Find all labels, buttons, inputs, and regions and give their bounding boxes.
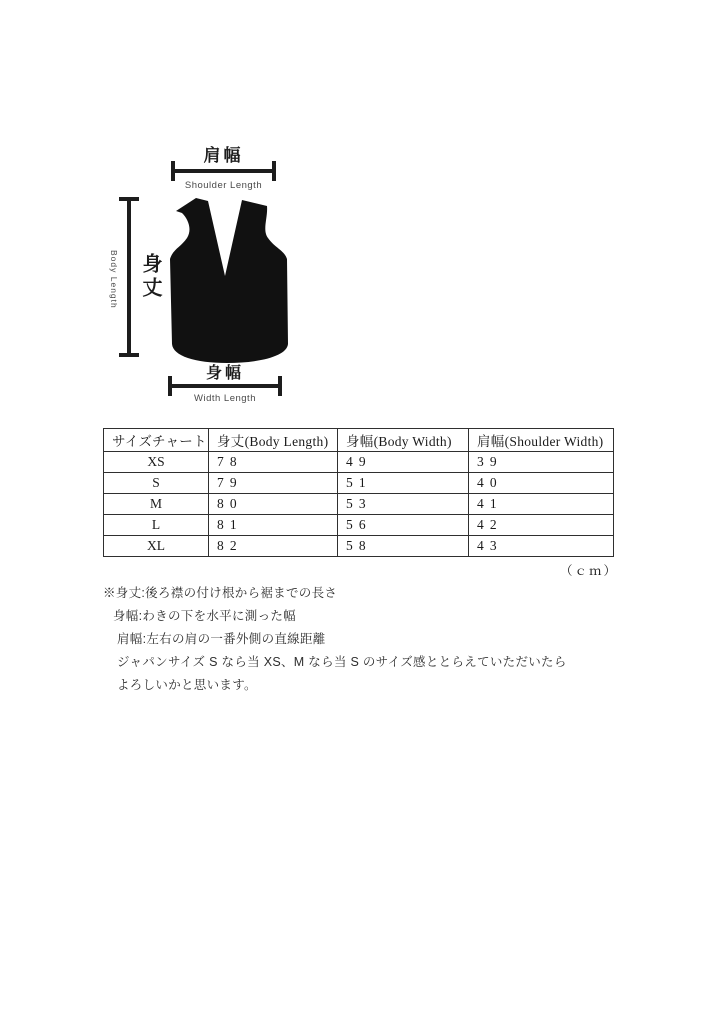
- shoulder-width-cell: 40: [469, 473, 614, 494]
- table-header-row: [104, 429, 614, 452]
- body-width-label-en: Width Length: [194, 393, 256, 404]
- note-shoulder-width: 肩幅:左右の肩の一番外側の直線距離: [117, 632, 326, 646]
- note-japan-size-2: よろしいかと思います。: [117, 678, 257, 692]
- vest-shape: [170, 198, 288, 363]
- body-length-cell: 78: [209, 452, 338, 473]
- note-japan-size-1: ジャパンサイズ S なら当 XS、M なら当 S のサイズ感ととらえていただいたら: [117, 655, 567, 669]
- body-width-cell: 58: [338, 536, 469, 557]
- table-row: [104, 515, 614, 536]
- dimension-cap: [171, 161, 175, 181]
- note-body-length: ※身丈:後ろ襟の付け根から裾までの長さ: [103, 586, 338, 600]
- column-header-shoulder-width: 肩幅(Shoulder Width): [469, 429, 614, 452]
- shoulder-width-label-jp: 肩幅: [203, 146, 244, 165]
- shoulder-width-cell: 43: [469, 536, 614, 557]
- body-width-cell: 51: [338, 473, 469, 494]
- body-length-cell: 82: [209, 536, 338, 557]
- size-cell: XL: [104, 536, 209, 557]
- measurement-notes: [103, 582, 583, 697]
- size-cell: XS: [104, 452, 209, 473]
- note-body-width: 身幅:わきの下を水平に測った幅: [113, 609, 296, 623]
- size-cell: L: [104, 515, 209, 536]
- size-cell: M: [104, 494, 209, 515]
- dimension-cap: [119, 353, 139, 357]
- table-row: [104, 494, 614, 515]
- body-width-label-jp: 身幅: [205, 365, 244, 382]
- dimension-cap: [119, 197, 139, 201]
- shoulder-width-cell: 41: [469, 494, 614, 515]
- size-chart-table: [103, 428, 614, 557]
- table-row: [104, 452, 614, 473]
- body-length-label-en: Body Length: [109, 250, 119, 309]
- body-width-cell: 53: [338, 494, 469, 515]
- shoulder-width-cell: 39: [469, 452, 614, 473]
- body-width-dimension-line: [168, 384, 282, 388]
- unit-note: （ｃｍ）: [559, 564, 618, 578]
- vest-silhouette-image: [163, 196, 293, 364]
- body-length-cell: 80: [209, 494, 338, 515]
- size-cell: S: [104, 473, 209, 494]
- column-header-size: サイズチャート: [104, 429, 209, 452]
- body-width-cell: 56: [338, 515, 469, 536]
- table-row: [104, 536, 614, 557]
- body-width-cell: 49: [338, 452, 469, 473]
- column-header-body-length: 身丈(Body Length): [209, 429, 338, 452]
- shoulder-dimension-line: [171, 169, 276, 173]
- body-length-cell: 79: [209, 473, 338, 494]
- shoulder-width-label-en: Shoulder Length: [184, 180, 263, 191]
- dimension-cap: [272, 161, 276, 181]
- shoulder-width-cell: 42: [469, 515, 614, 536]
- body-length-cell: 81: [209, 515, 338, 536]
- column-header-body-width: 身幅(Body Width): [338, 429, 469, 452]
- body-length-dimension-line: [127, 197, 131, 357]
- body-length-label-jp: 身丈: [139, 253, 161, 301]
- table-row: [104, 473, 614, 494]
